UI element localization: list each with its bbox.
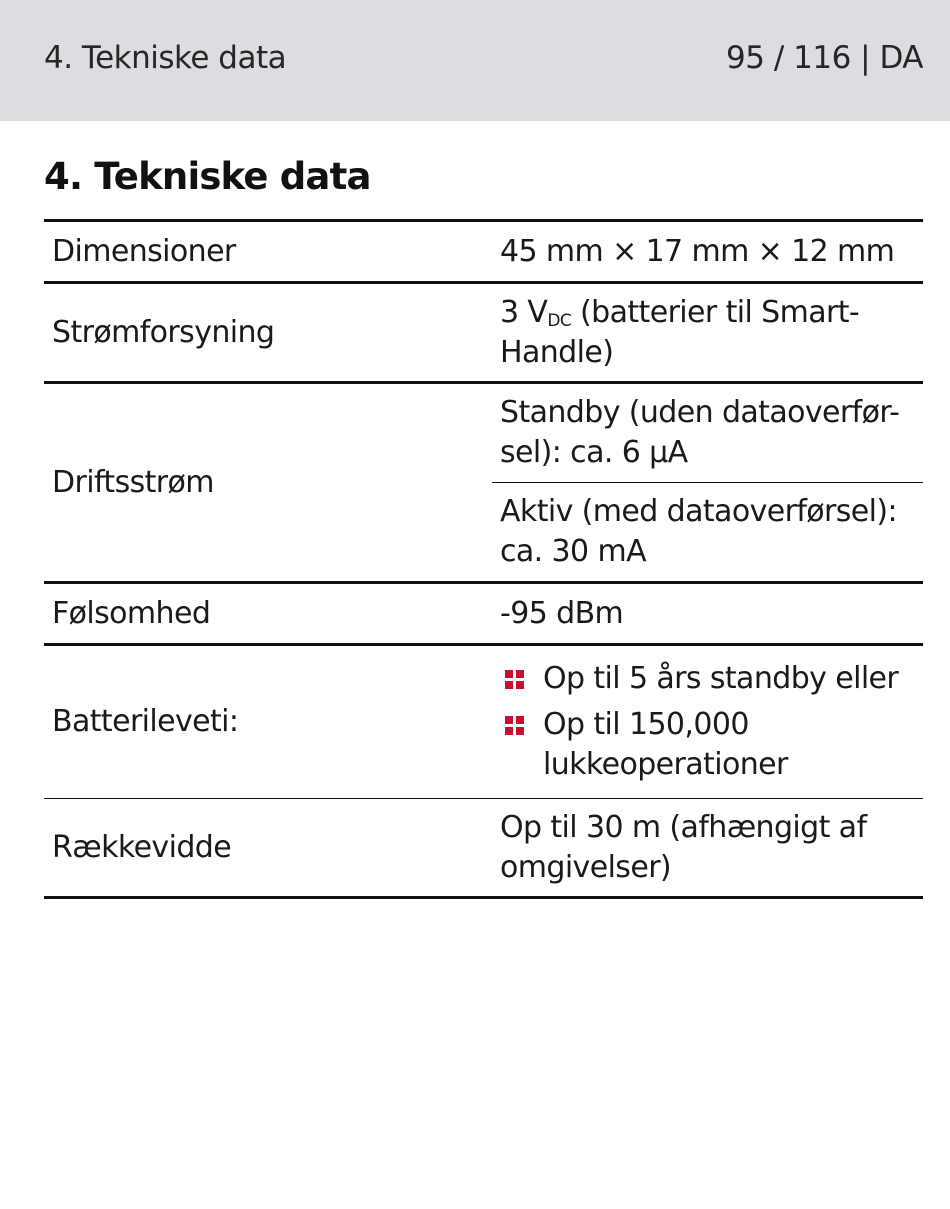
spec-label-power: Strømforsyning — [52, 314, 275, 350]
table-row — [44, 283, 923, 383]
list-item — [500, 659, 923, 699]
spec-value-power — [492, 283, 923, 383]
header-page-number: 95 / 116 | DA — [726, 40, 923, 76]
table-row — [44, 221, 923, 283]
spec-label-battery-life: Batterileveti: — [52, 704, 239, 739]
power-dc-subscript: DC — [547, 310, 572, 331]
page-title: 4. Tekniske data — [44, 155, 371, 198]
spec-value-sensitivity: -95 dBm — [500, 595, 624, 631]
page-header — [0, 0, 950, 121]
spec-value-dimensions: 45 mm × 17 mm × 12 mm — [500, 233, 895, 269]
table-row — [44, 645, 923, 799]
table-row — [44, 583, 923, 645]
list-item — [500, 705, 923, 785]
red-square-bullet-icon — [505, 670, 525, 690]
spec-label-dimensions: Dimensioner — [52, 233, 236, 269]
battery-life-list — [500, 659, 923, 785]
table-row — [44, 799, 923, 898]
power-description: (batterier til Smart-Handle) — [500, 294, 860, 370]
spec-label-range: Rækkevidde — [52, 829, 232, 865]
technical-data-table — [44, 219, 923, 899]
spec-value-standby-current: Standby (uden dataoverfør-sel): ca. 6 µA — [492, 383, 923, 483]
header-section-title: 4. Tekniske data — [44, 40, 287, 76]
power-voltage: 3 V — [500, 294, 548, 330]
battery-life-item-text: Op til 150,000 lukkeoperationer — [543, 707, 788, 782]
spec-value-battery-life — [492, 645, 923, 799]
spec-value-active-current: Aktiv (med dataoverførsel): ca. 30 mA — [492, 483, 923, 583]
red-square-bullet-icon — [505, 716, 525, 736]
spec-label-sensitivity: Følsomhed — [52, 595, 211, 631]
spec-label-operating-current: Driftsstrøm — [44, 383, 492, 583]
spec-value-range: Op til 30 m (afhængigt af omgivelser) — [500, 809, 867, 885]
battery-life-item-text: Op til 5 års standby eller — [543, 661, 899, 696]
table-row — [44, 383, 923, 483]
